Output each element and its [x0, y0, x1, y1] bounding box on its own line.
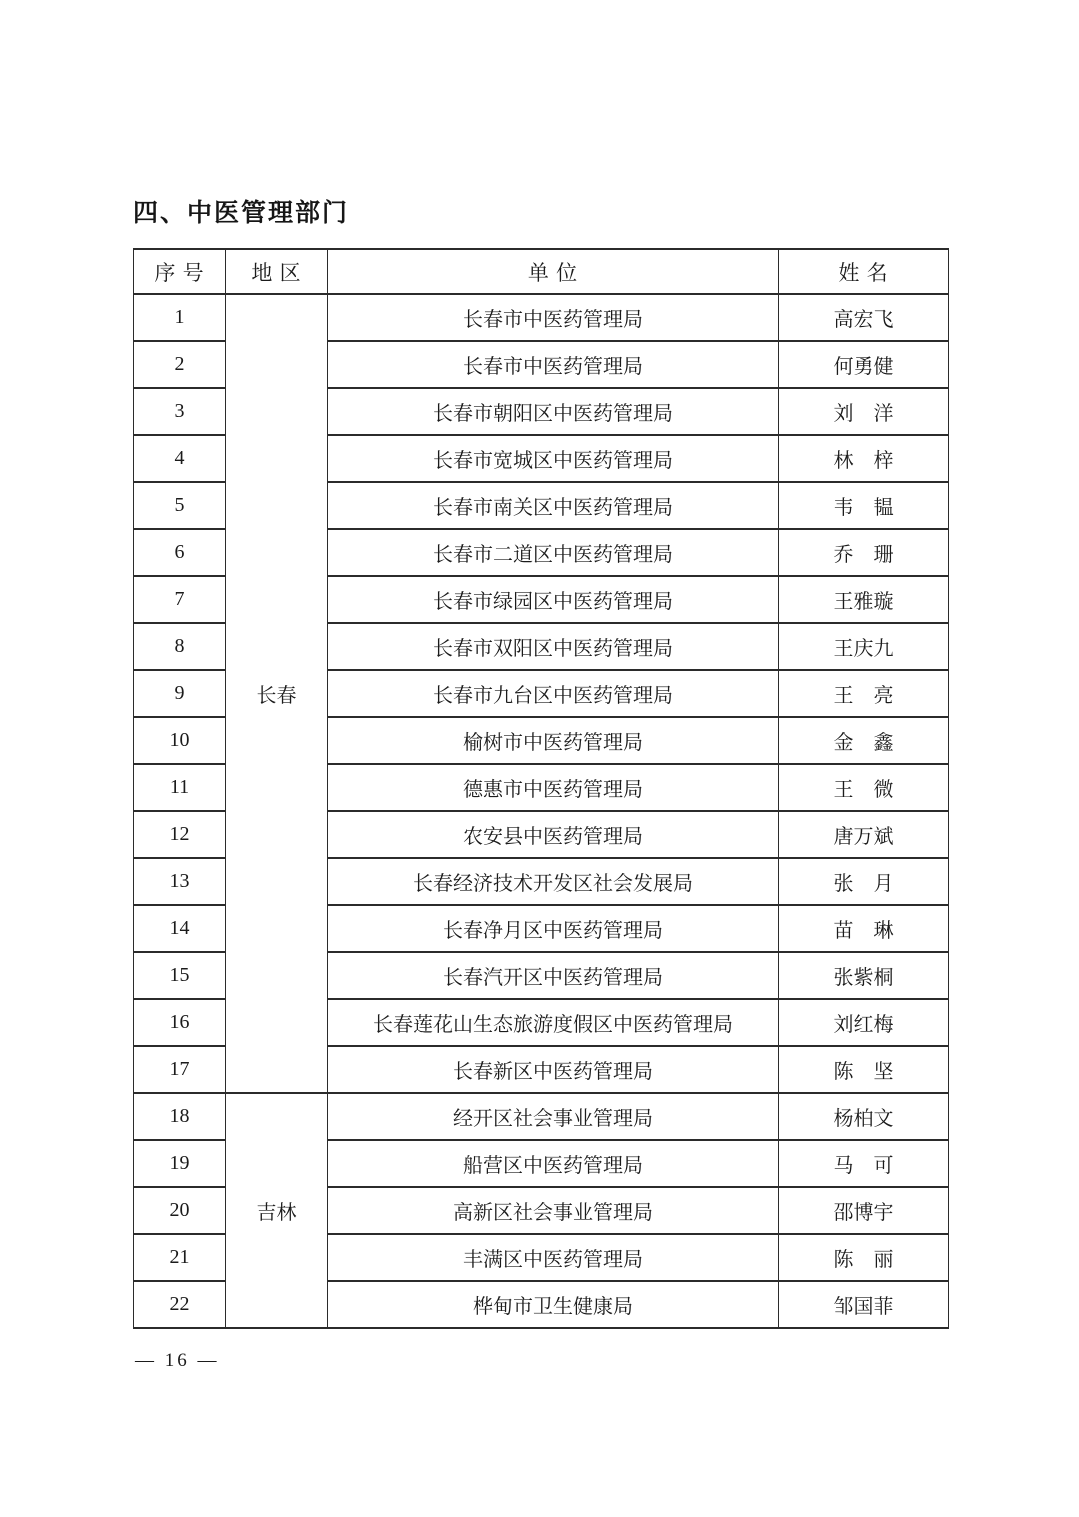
serial-cell: 15	[134, 952, 226, 999]
name-cell: 马 可	[779, 1140, 949, 1187]
serial-cell: 1	[134, 294, 226, 341]
name-cell: 王雅璇	[779, 576, 949, 623]
unit-cell: 长春莲花山生态旅游度假区中医药管理局	[328, 999, 779, 1046]
col-header-unit: 单 位	[328, 249, 779, 294]
page-number: — 16 —	[135, 1350, 220, 1371]
name-cell: 唐万斌	[779, 811, 949, 858]
serial-cell: 21	[134, 1234, 226, 1281]
unit-cell: 农安县中医药管理局	[328, 811, 779, 858]
name-cell: 王 微	[779, 764, 949, 811]
serial-cell: 2	[134, 341, 226, 388]
serial-cell: 22	[134, 1281, 226, 1328]
unit-cell: 高新区社会事业管理局	[328, 1187, 779, 1234]
name-cell: 韦 韫	[779, 482, 949, 529]
unit-cell: 桦甸市卫生健康局	[328, 1281, 779, 1328]
name-cell: 杨柏文	[779, 1093, 949, 1140]
unit-cell: 经开区社会事业管理局	[328, 1093, 779, 1140]
name-cell: 陈 坚	[779, 1046, 949, 1093]
name-cell: 王庆九	[779, 623, 949, 670]
unit-cell: 长春汽开区中医药管理局	[328, 952, 779, 999]
name-cell: 林 梓	[779, 435, 949, 482]
unit-cell: 长春市宽城区中医药管理局	[328, 435, 779, 482]
name-cell: 张紫桐	[779, 952, 949, 999]
region-cell: 长春	[226, 294, 328, 1093]
unit-cell: 长春市二道区中医药管理局	[328, 529, 779, 576]
table-header	[134, 249, 949, 294]
unit-cell: 长春净月区中医药管理局	[328, 905, 779, 952]
name-cell: 邵博宇	[779, 1187, 949, 1234]
unit-cell: 船营区中医药管理局	[328, 1140, 779, 1187]
unit-cell: 长春市中医药管理局	[328, 341, 779, 388]
unit-cell: 长春市双阳区中医药管理局	[328, 623, 779, 670]
serial-cell: 19	[134, 1140, 226, 1187]
name-cell: 苗 琳	[779, 905, 949, 952]
serial-cell: 8	[134, 623, 226, 670]
section-title: 四、中医管理部门	[133, 199, 350, 227]
serial-cell: 12	[134, 811, 226, 858]
serial-cell: 18	[134, 1093, 226, 1140]
col-header-region: 地 区	[226, 249, 328, 294]
name-cell: 陈 丽	[779, 1234, 949, 1281]
unit-cell: 长春经济技术开发区社会发展局	[328, 858, 779, 905]
header-row	[134, 249, 949, 294]
unit-cell: 丰满区中医药管理局	[328, 1234, 779, 1281]
name-cell: 刘红梅	[779, 999, 949, 1046]
name-cell: 高宏飞	[779, 294, 949, 341]
unit-cell: 长春市朝阳区中医药管理局	[328, 388, 779, 435]
serial-cell: 6	[134, 529, 226, 576]
serial-cell: 3	[134, 388, 226, 435]
region-cell: 吉林	[226, 1093, 328, 1328]
name-cell: 金 鑫	[779, 717, 949, 764]
serial-cell: 9	[134, 670, 226, 717]
serial-cell: 14	[134, 905, 226, 952]
serial-cell: 4	[134, 435, 226, 482]
serial-cell: 20	[134, 1187, 226, 1234]
name-cell: 张 月	[779, 858, 949, 905]
unit-cell: 长春市中医药管理局	[328, 294, 779, 341]
serial-cell: 5	[134, 482, 226, 529]
table-row	[134, 294, 949, 341]
name-cell: 乔 珊	[779, 529, 949, 576]
unit-cell: 榆树市中医药管理局	[328, 717, 779, 764]
serial-cell: 11	[134, 764, 226, 811]
serial-cell: 17	[134, 1046, 226, 1093]
unit-cell: 长春新区中医药管理局	[328, 1046, 779, 1093]
serial-cell: 7	[134, 576, 226, 623]
col-header-serial: 序 号	[134, 249, 226, 294]
departments-table	[133, 248, 949, 1329]
serial-cell: 13	[134, 858, 226, 905]
name-cell: 邹国菲	[779, 1281, 949, 1328]
serial-cell: 16	[134, 999, 226, 1046]
unit-cell: 长春市南关区中医药管理局	[328, 482, 779, 529]
table-row	[134, 1093, 949, 1140]
unit-cell: 德惠市中医药管理局	[328, 764, 779, 811]
unit-cell: 长春市九台区中医药管理局	[328, 670, 779, 717]
serial-cell: 10	[134, 717, 226, 764]
table-body	[134, 294, 949, 1328]
name-cell: 刘 洋	[779, 388, 949, 435]
name-cell: 王 亮	[779, 670, 949, 717]
unit-cell: 长春市绿园区中医药管理局	[328, 576, 779, 623]
name-cell: 何勇健	[779, 341, 949, 388]
col-header-name: 姓 名	[779, 249, 949, 294]
